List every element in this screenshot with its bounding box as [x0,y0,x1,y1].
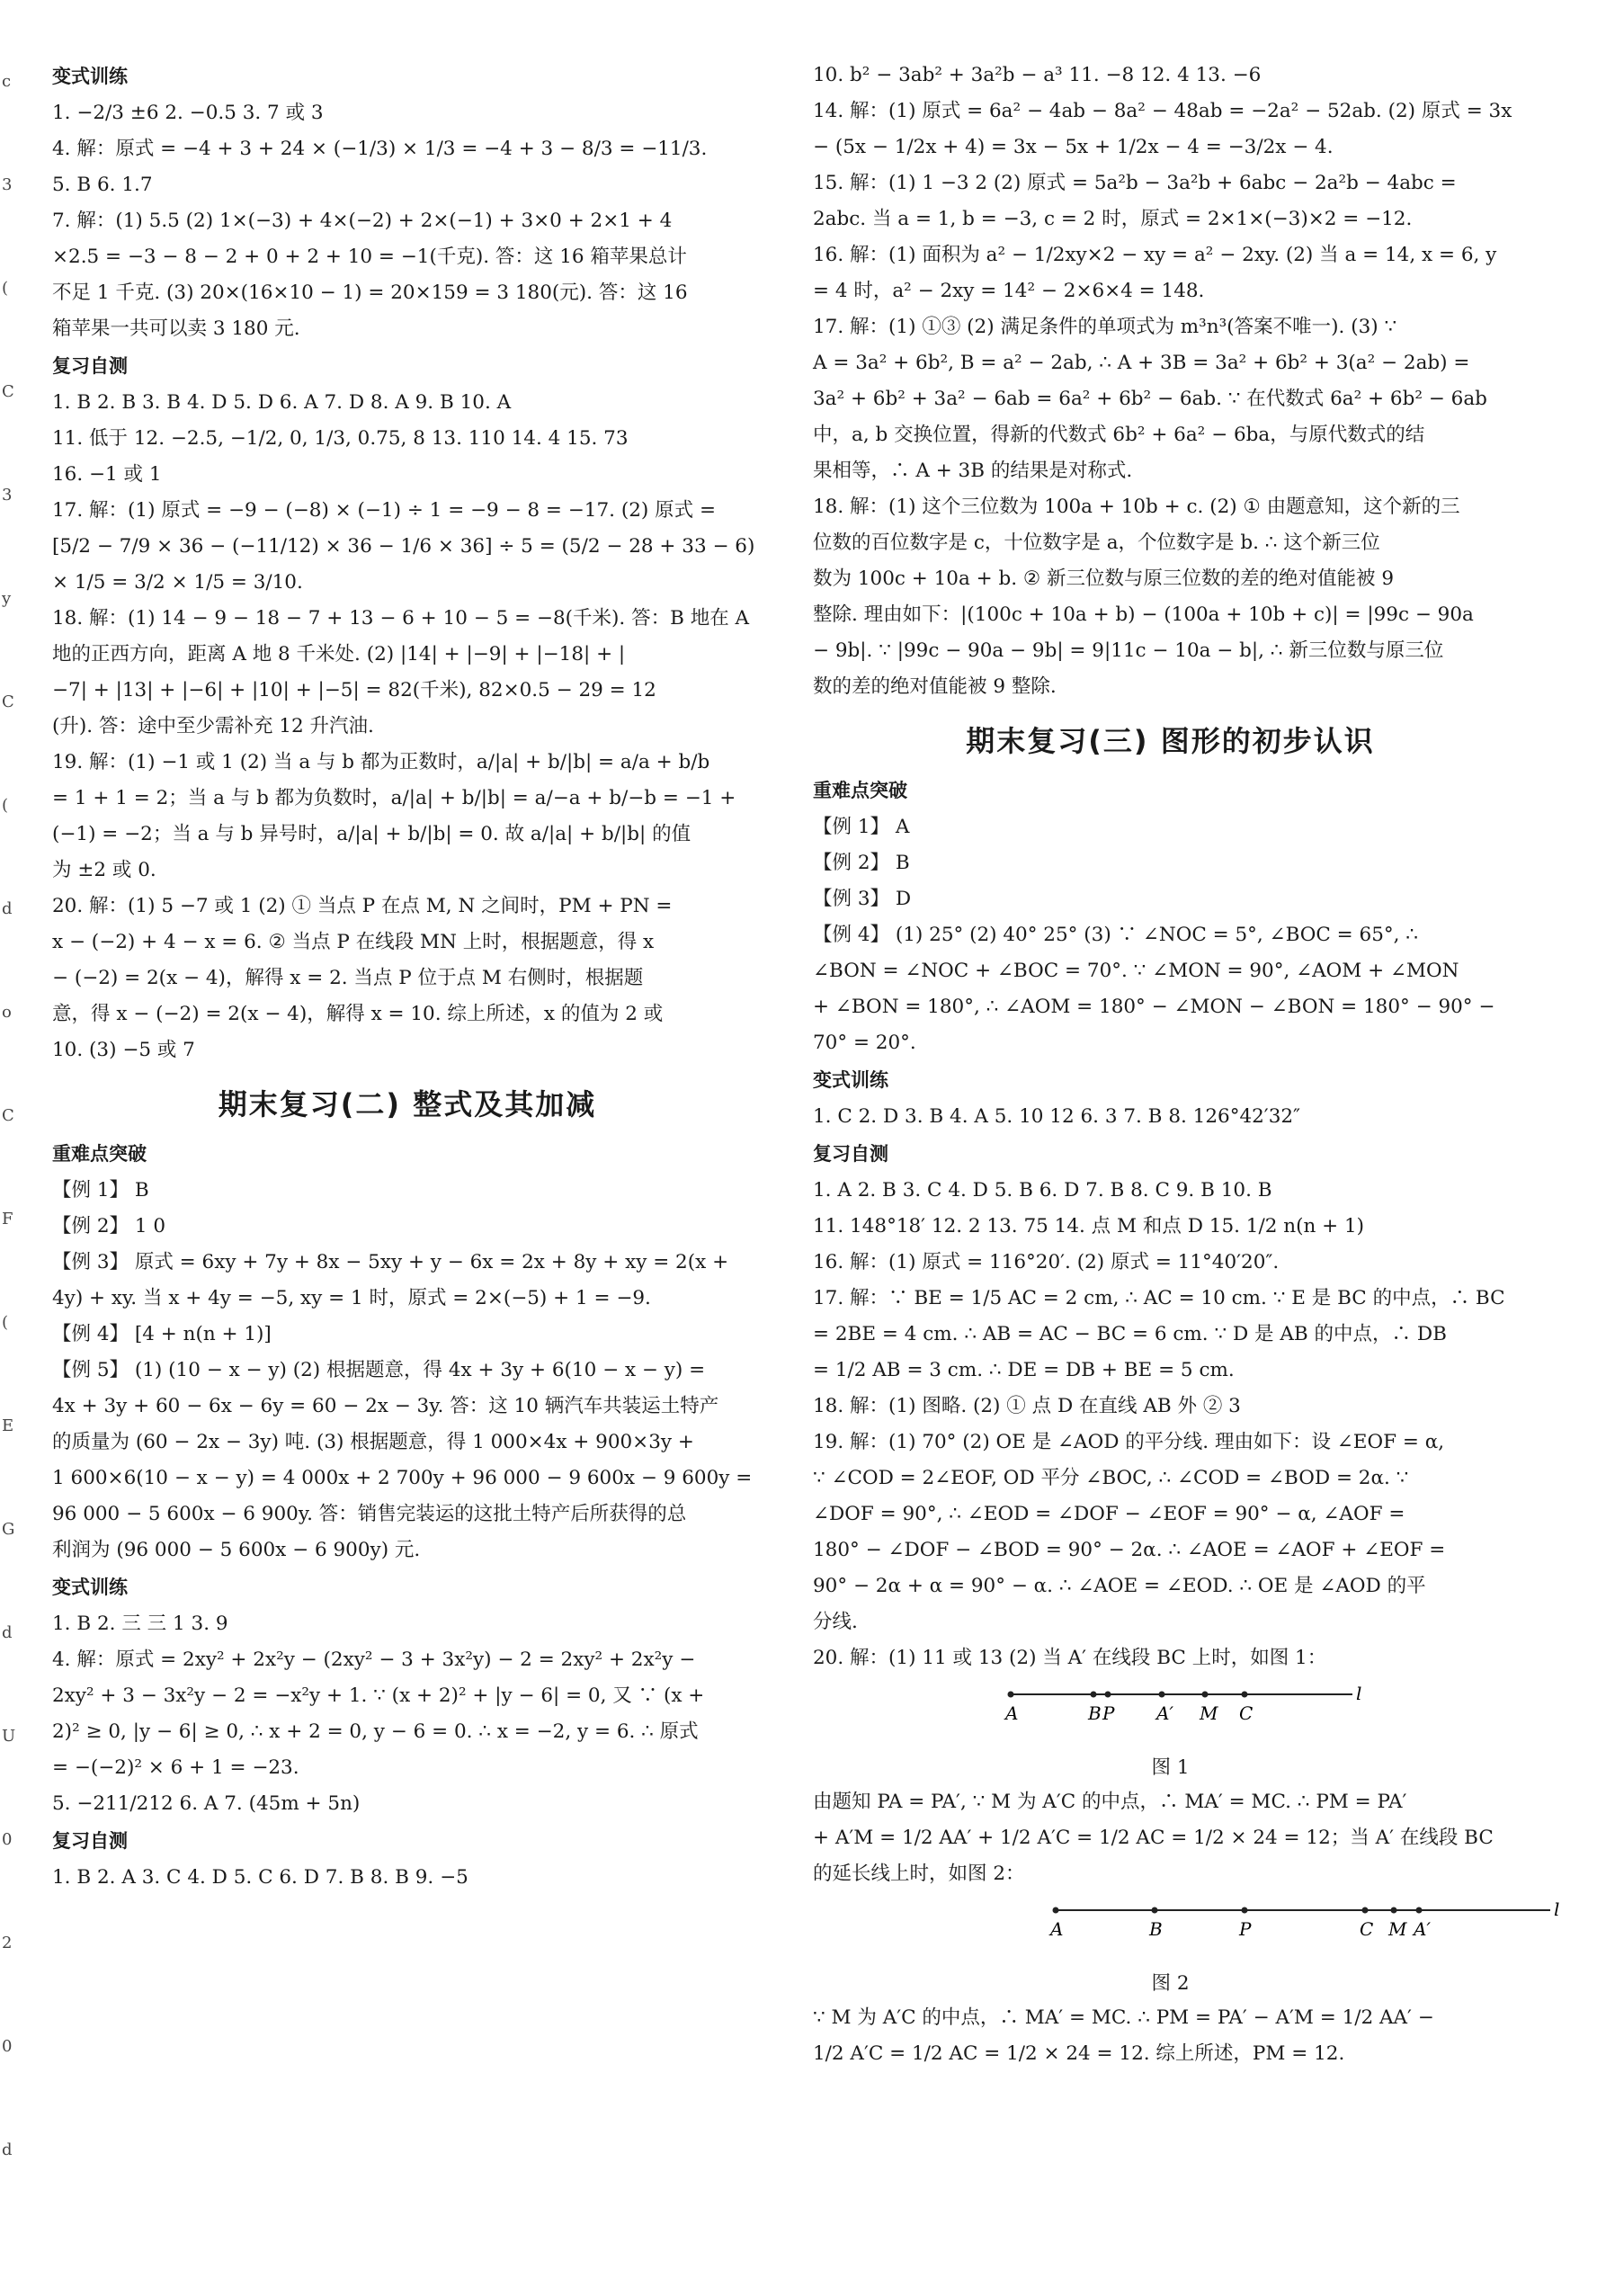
point-marker [1053,1907,1059,1914]
point-label: l [1356,1683,1362,1704]
point-marker [1242,1907,1248,1914]
answer-line: 【例 1】 B [52,1179,149,1202]
answer-line: 5. B 6. 1.7 [52,174,153,196]
answer-line: 数为 100c + 10a + b. ② 新三位数与原三位数的差的绝对值能被 9 [813,567,1395,590]
edge-mark: ( [2,279,9,298]
point-label: A [1005,1702,1019,1724]
answer-line: 1. B 2. B 3. B 4. D 5. D 6. A 7. D 8. A 9. B 10. A [52,391,512,414]
answer-line: 180° − ∠DOF − ∠BOD = 90° − 2α. ∴ ∠AOE = ∠AOF + ∠EOF = [813,1539,1446,1561]
answer-line: 16. −1 或 1 [52,463,162,486]
answer-line: 5. −211/212 6. A 7. (45m + 5n) [52,1792,361,1815]
edge-mark: 2 [2,1934,13,1952]
answer-line: 分线. [813,1611,858,1633]
answer-line: 1/2 A′C = 1/2 AC = 1/2 × 24 = 12. 综上所述，PM = 12. [813,2042,1345,2065]
point-label: M [1388,1918,1407,1940]
edge-mark: 0 [2,1830,13,1849]
answer-line: + ∠BON = 180°, ∴ ∠AOM = 180° − ∠MON − ∠BON = 180° − 90° − [813,996,1495,1018]
answer-line: 的质量为 (60 − 2x − 3y) 吨. (3) 根据题意，得 1 000×4x + 900×3y + [52,1431,694,1453]
answer-line: 2abc. 当 a = 1, b = −3, c = 2 时，原式 = 2×1×(−3)×2 = −12. [813,208,1413,230]
answer-line: −7| + |13| + |−6| + |10| + |−5| = 82(千米), 82×0.5 − 29 = 12 [52,679,656,701]
answer-line: 【例 3】 原式 = 6xy + 7y + 8x − 5xy + y − 6x = 2x + 8y + xy = 2(x + [52,1251,729,1273]
edge-mark: y [2,589,12,608]
point-label: B [1149,1918,1163,1940]
answer-line: − 9b|. ∵ |99c − 90a − 9b| = 9|11c − 10a − b|, ∴ 新三位数与原三位 [813,639,1444,662]
answer-line: 11. 148°18′ 12. 2 13. 75 14. 点 M 和点 D 15. 1/2 n(n + 1) [813,1215,1365,1237]
point-marker [1202,1692,1209,1698]
answer-line: + A′M = 1/2 AA′ + 1/2 A′C = 1/2 AC = 1/2 × 24 = 12；当 A′ 在线段 BC [813,1827,1494,1849]
section-heading: 重难点突破 [813,780,907,801]
edge-mark: d [2,2140,13,2159]
edge-mark: E [2,1416,14,1435]
answer-line: − (5x − 1/2x + 4) = 3x − 5x + 1/2x − 4 = −3/2x − 4. [813,136,1334,158]
answer-line: 【例 2】 1 0 [52,1215,166,1237]
edge-mark: C [2,1106,14,1125]
point-label: A′ [1156,1702,1173,1724]
answer-line: 4. 解：原式 = −4 + 3 + 24 × (−1/3) × 1/3 = −4 + 3 − 8/3 = −11/3. [52,138,708,160]
answer-line: 18. 解：(1) 这个三位数为 100a + 10b + c. (2) ① 由题意知，这个新的三 [813,496,1460,518]
figure-2 [813,1892,1560,1968]
answer-line: 利润为 (96 000 − 5 600x − 6 900y) 元. [52,1539,421,1561]
answer-line: 17. 解：(1) 原式 = −9 − (−8) × (−1) ÷ 1 = −9 − 8 = −17. (2) 原式 = [52,499,716,522]
answer-line: [5/2 − 7/9 × 36 − (−11/12) × 36 − 1/6 × 36] ÷ 5 = (5/2 − 28 + 33 − 6) [52,535,755,558]
section-heading: 变式训练 [52,66,128,87]
right-column [813,58,1560,2072]
answer-line: 【例 1】 A [813,816,910,838]
answer-line: (−1) = −2；当 a 与 b 异号时，a/|a| + b/|b| = 0. 故 a/|a| + b/|b| 的值 [52,823,691,845]
point-label: P [1239,1918,1252,1940]
answer-line: 4. 解：原式 = 2xy² + 2x²y − (2xy² − 3 + 3x²y) − 2 = 2xy² + 2x²y − [52,1648,696,1671]
answer-line: ∠DOF = 90°, ∴ ∠EOD = ∠DOF − ∠EOF = 90° − α, ∠AOF = [813,1503,1405,1525]
edge-mark: U [2,1727,16,1746]
answer-line: 【例 5】 (1) (10 − x − y) (2) 根据题意，得 4x + 3y + 6(10 − x − y) = [52,1359,706,1381]
section-heading: 复习自测 [813,1143,888,1165]
answer-line: 2)² ≥ 0, |y − 6| ≥ 0, ∴ x + 2 = 0, y − 6 = 0. ∴ x = −2, y = 6. ∴ 原式 [52,1720,699,1743]
answer-line: = 1 + 1 = 2；当 a 与 b 都为负数时，a/|a| + b/|b| = a/−a + b/−b = −1 + [52,787,736,809]
point-label: M [1200,1702,1218,1724]
answer-line: (升). 答：途中至少需补充 12 升汽油. [52,715,374,737]
answer-line: 的延长线上时，如图 2： [813,1863,1025,1885]
answer-line: 由题知 PA = PA′, ∵ M 为 A′C 的中点，∴ MA′ = MC. ∴ PM = PA′ [813,1791,1407,1813]
answer-line: 15. 解：(1) 1 −3 2 (2) 原式 = 5a²b − 3a²b + 6abc − 2a²b − 4abc = [813,172,1457,194]
answer-line: 意，得 x − (−2) = 2(x − 4)，解得 x = 10. 综上所述，x 的值为 2 或 [52,1003,664,1025]
answer-line: 箱苹果一共可以卖 3 180 元. [52,317,300,340]
edge-mark: 3 [2,175,13,194]
section-heading: 重难点突破 [52,1143,147,1165]
point-marker [1242,1692,1248,1698]
section-heading: 变式训练 [52,1577,128,1598]
answer-line: = −(−2)² × 6 + 1 = −23. [52,1756,299,1779]
line-diagram [813,1676,1460,1752]
figure-1 [813,1676,1528,1752]
answer-line: = 2BE = 4 cm. ∴ AB = AC − BC = 6 cm. ∵ D 是 AB 的中点，∴ DB [813,1323,1447,1345]
answer-line: ∵ M 为 A′C 的中点，∴ MA′ = MC. ∴ PM = PA′ − A′M = 1/2 AA′ − [813,2006,1434,2029]
answer-line: 16. 解：(1) 面积为 a² − 1/2xy×2 − xy = a² − 2xy. (2) 当 a = 14, x = 6, y [813,244,1497,266]
answer-line: 17. 解：∵ BE = 1/5 AC = 2 cm, ∴ AC = 10 cm. ∵ E 是 BC 的中点，∴ BC [813,1287,1505,1309]
point-marker [1362,1907,1369,1914]
answer-line: 1. −2/3 ±6 2. −0.5 3. 7 或 3 [52,102,324,124]
answer-line: 【例 3】 D [813,888,912,910]
section-heading: 复习自测 [52,355,128,377]
answer-line: 为 ±2 或 0. [52,859,156,881]
answer-line: = 1/2 AB = 3 cm. ∴ DE = DB + BE = 5 cm. [813,1359,1235,1381]
point-marker [1152,1907,1158,1914]
answer-line: 【例 4】 [4 + n(n + 1)] [52,1323,272,1345]
answer-line: 1 600×6(10 − x − y) = 4 000x + 2 700y + 96 000 − 9 600x − 9 600y = [52,1467,753,1489]
chapter-title: 期末复习(三) 图形的初步认识 [966,724,1375,758]
answer-line: ∵ ∠COD = 2∠EOF, OD 平分 ∠BOC, ∴ ∠COD = ∠BOD = 2α. ∵ [813,1467,1409,1489]
point-label: C [1360,1918,1374,1940]
answer-line: ∠BON = ∠NOC + ∠BOC = 70°. ∵ ∠MON = 90°, ∠AOM + ∠MON [813,960,1459,982]
point-marker [1008,1692,1014,1698]
figure-caption: 图 1 [1151,1756,1190,1779]
answer-line: 19. 解：(1) −1 或 1 (2) 当 a 与 b 都为正数时，a/|a| + b/|b| = a/a + b/b [52,751,710,773]
point-marker [1159,1692,1165,1698]
point-label: l [1554,1898,1560,1920]
edge-mark: d [2,1623,13,1642]
edge-mark: G [2,1520,15,1539]
answer-line: A = 3a² + 6b², B = a² − 2ab, ∴ A + 3B = 3a² + 6b² + 3(a² − 2ab) = [813,352,1470,374]
section-heading: 复习自测 [52,1830,128,1852]
answer-line: 96 000 − 5 600x − 6 900y. 答：销售完装运的这批土特产后所获得的总 [52,1503,687,1525]
answer-line: 中，a, b 交换位置，得新的代数式 6b² + 6a² − 6ba，与原代数式的结 [813,424,1425,446]
answer-line: 17. 解：(1) ①③ (2) 满足条件的单项式为 m³n³(答案不唯一). (3) ∵ [813,316,1397,338]
answer-line: 7. 解：(1) 5.5 (2) 1×(−3) + 4×(−2) + 2×(−1) + 3×0 + 2×1 + 4 [52,210,673,232]
point-label: P [1102,1702,1115,1724]
answer-line: 1. B 2. 三 三 1 3. 9 [52,1613,228,1635]
point-marker [1105,1692,1111,1698]
point-label: A [1050,1918,1064,1940]
edge-mark: 0 [2,2037,13,2056]
answer-line: 16. 解：(1) 原式 = 116°20′. (2) 原式 = 11°40′20″. [813,1251,1280,1273]
figure-caption: 图 2 [1151,1972,1190,1995]
answer-line: 数的差的绝对值能被 9 整除. [813,675,1057,698]
answer-line: 4x + 3y + 60 − 6x − 6y = 60 − 2x − 3y. 答：这 10 辆汽车共装运土特产 [52,1395,719,1417]
section-heading: 变式训练 [813,1069,888,1091]
answer-line: ×2.5 = −3 − 8 − 2 + 0 + 2 + 10 = −1(千克). 答：这 16 箱苹果总计 [52,246,687,268]
answer-line: 2xy² + 3 − 3x²y − 2 = −x²y + 1. ∵ (x + 2)² + |y − 6| = 0, 又 ∵ (x + [52,1684,705,1707]
point-label: C [1239,1702,1254,1724]
answer-line: 4y) + xy. 当 x + 4y = −5, xy = 1 时，原式 = 2×(−5) + 1 = −9. [52,1287,651,1309]
point-marker [1091,1692,1097,1698]
edge-mark: F [2,1210,13,1228]
answer-line: 14. 解：(1) 原式 = 6a² − 4ab − 8a² − 48ab = −2a² − 52ab. (2) 原式 = 3x [813,100,1512,122]
answer-line: 19. 解：(1) 70° (2) OE 是 ∠AOD 的平分线. 理由如下：设 ∠EOF = α, [813,1431,1445,1453]
answer-line: 1. C 2. D 3. B 4. A 5. 10 12 6. 3 7. B 8. 126°42′32″ [813,1105,1301,1128]
answer-line: 18. 解：(1) 14 − 9 − 18 − 7 + 13 − 6 + 10 − 5 = −8(千米). 答：B 地在 A [52,607,750,630]
edge-mark: c [2,72,12,91]
answer-line: 不足 1 千克. (3) 20×(16×10 − 1) = 20×159 = 3 180(元). 答：这 16 [52,281,688,304]
answer-line: 11. 低于 12. −2.5, −1/2, 0, 1/3, 0.75, 8 13. 110 14. 4 15. 73 [52,427,629,450]
answer-line: 【例 4】 (1) 25° (2) 40° 25° (3) ∵ ∠NOC = 5°, ∠BOC = 65°, ∴ [813,924,1418,946]
answer-line: 10. b² − 3ab² + 3a²b − a³ 11. −8 12. 4 13. −6 [813,64,1262,86]
answer-line: 果相等，∴ A + 3B 的结果是对称式. [813,460,1133,482]
chapter-title: 期末复习(二) 整式及其加减 [218,1087,597,1121]
edge-mark: C [2,382,14,401]
answer-line: 整除. 理由如下：|(100c + 10a + b) − (100a + 10b + c)| = |99c − 90a [813,603,1474,626]
point-label: A′ [1414,1918,1431,1940]
answer-line: 位数的百位数字是 c，十位数字是 a，个位数字是 b. ∴ 这个新三位 [813,532,1380,554]
answer-line: − (−2) = 2(x − 4)，解得 x = 2. 当点 P 位于点 M 右侧时，根据题 [52,967,644,989]
point-marker [1391,1907,1397,1914]
answer-line: 18. 解：(1) 图略. (2) ① 点 D 在直线 AB 外 ② 3 [813,1395,1241,1417]
edge-mark: o [2,1003,12,1022]
answer-line: × 1/5 = 3/2 × 1/5 = 3/10. [52,571,303,594]
answer-line: 地的正西方向，距离 A 地 8 千米处. (2) |14| + |−9| + |−18| + | [52,643,626,666]
answer-line: 3a² + 6b² + 3a² − 6ab = 6a² + 6b² − 6ab. ∵ 在代数式 6a² + 6b² − 6ab [813,388,1487,410]
answer-line: 10. (3) −5 或 7 [52,1039,195,1061]
edge-mark: 3 [2,486,13,505]
left-column [52,58,763,1896]
answer-line: 70° = 20°. [813,1032,916,1054]
answer-line: 1. A 2. B 3. C 4. D 5. B 6. D 7. B 8. C 9. B 10. B [813,1179,1272,1202]
answer-line: 【例 2】 B [813,852,910,874]
edge-mark: d [2,899,13,918]
answer-line: = 4 时，a² − 2xy = 14² − 2×6×4 = 148. [813,280,1205,302]
edge-mark: ( [2,1313,9,1332]
answer-line: 20. 解：(1) 11 或 13 (2) 当 A′ 在线段 BC 上时，如图 1： [813,1647,1327,1669]
left-edge-marks [0,0,16,2296]
answer-line: 1. B 2. A 3. C 4. D 5. C 6. D 7. B 8. B 9. −5 [52,1866,468,1889]
edge-mark: C [2,692,14,711]
point-label: B [1088,1702,1102,1724]
point-marker [1416,1907,1423,1914]
line-diagram [813,1892,1560,1968]
answer-line: x − (−2) + 4 − x = 6. ② 当点 P 在线段 MN 上时，根据题意，得 x [52,931,655,953]
edge-mark: ( [2,796,9,815]
answer-line: 20. 解：(1) 5 −7 或 1 (2) ① 当点 P 在点 M, N 之间时，PM + PN = [52,895,673,917]
answer-line: 90° − 2α + α = 90° − α. ∴ ∠AOE = ∠EOD. ∴ OE 是 ∠AOD 的平 [813,1575,1426,1597]
